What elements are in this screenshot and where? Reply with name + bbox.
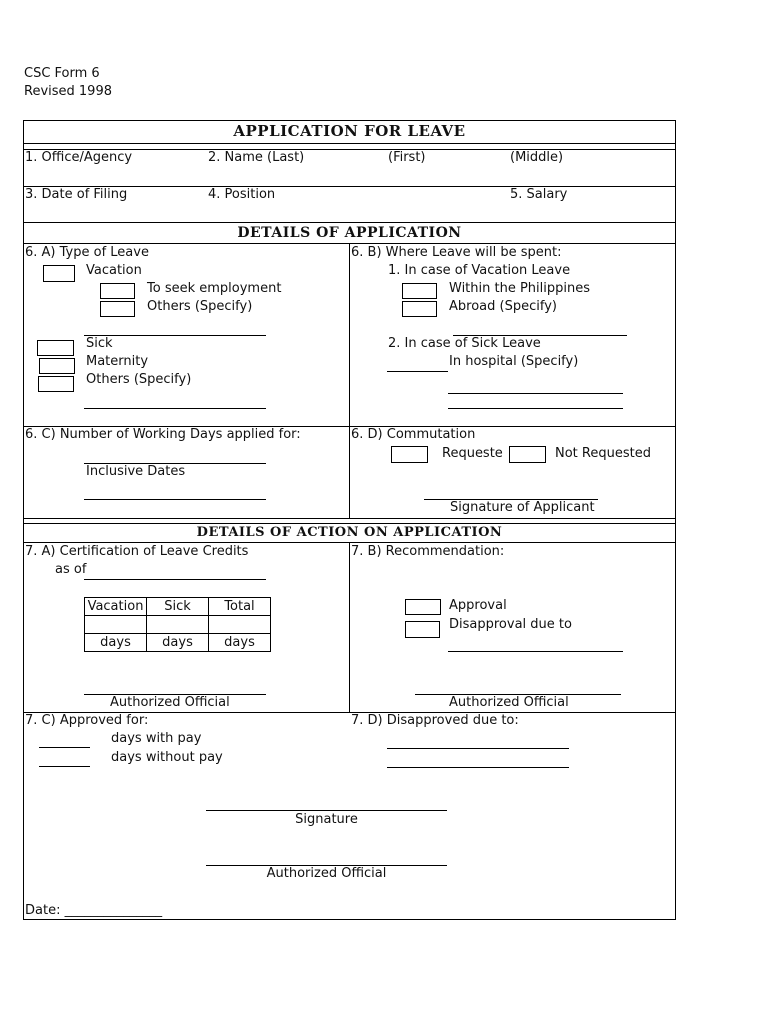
table-row [85, 616, 271, 634]
approved-for-heading: 7. C) Approved for: [25, 713, 149, 728]
disapproved-line-1[interactable] [387, 748, 569, 749]
date-label: Date: _______________ [25, 903, 163, 918]
total-unit-cell: days [209, 634, 271, 652]
form-number: CSC Form 6 [24, 66, 100, 81]
others-leave-checkbox[interactable] [38, 376, 74, 392]
cert-authorized-official-label: Authorized Official [110, 695, 230, 710]
others-leave-line[interactable] [84, 408, 266, 409]
requested-checkbox[interactable] [391, 446, 428, 463]
position-label: 4. Position [208, 187, 276, 202]
vacation-unit-cell: days [85, 634, 147, 652]
hospital-line-1[interactable] [448, 393, 623, 394]
commutation-heading: 6. D) Commutation [351, 427, 476, 442]
table-header-total: Total [209, 598, 271, 616]
name-last-label: 2. Name (Last) [208, 150, 305, 165]
approval-checkbox[interactable] [405, 599, 441, 615]
leave-credits-table [84, 597, 271, 652]
table-row [85, 598, 271, 616]
column-divider [349, 542, 350, 712]
table-row [85, 634, 271, 652]
approval-label: Approval [449, 598, 507, 613]
column-divider [349, 243, 350, 426]
abroad-checkbox[interactable] [402, 301, 437, 317]
vacation-credit-cell[interactable] [85, 616, 147, 634]
name-first-label: (First) [388, 150, 426, 165]
inclusive-dates-line[interactable] [84, 499, 266, 500]
recommendation-heading: 7. B) Recommendation: [351, 544, 505, 559]
form-revision: Revised 1998 [24, 84, 112, 99]
column-divider [349, 426, 350, 518]
as-of-label: as of [55, 562, 87, 577]
inclusive-dates-label: Inclusive Dates [86, 464, 186, 479]
abroad-label: Abroad (Specify) [449, 299, 557, 314]
disapproval-checkbox[interactable] [405, 621, 440, 638]
days-with-pay-blank[interactable] [39, 747, 90, 748]
vacation-others-label: Others (Specify) [147, 299, 253, 314]
vacation-case-label: 1. In case of Vacation Leave [388, 263, 571, 278]
vacation-checkbox[interactable] [43, 265, 75, 282]
hospital-line-2[interactable] [448, 408, 623, 409]
office-agency-label: 1. Office/Agency [25, 150, 133, 165]
divider [23, 143, 676, 144]
vacation-label: Vacation [86, 263, 142, 278]
disapproval-label: Disapproval due to [449, 617, 572, 632]
signature-applicant-label: Signature of Applicant [450, 500, 595, 515]
sick-unit-cell: days [147, 634, 209, 652]
maternity-checkbox[interactable] [39, 358, 75, 374]
vacation-others-checkbox[interactable] [100, 301, 135, 317]
leave-type-heading: 6. A) Type of Leave [25, 245, 149, 260]
sick-checkbox[interactable] [37, 340, 74, 356]
days-with-pay-label: days with pay [111, 731, 202, 746]
action-title: DETAILS OF ACTION ON APPLICATION [196, 525, 503, 540]
divider [23, 222, 676, 223]
table-header-sick: Sick [147, 598, 209, 616]
disapproval-reason-line[interactable] [448, 651, 623, 652]
seek-employment-checkbox[interactable] [100, 283, 135, 299]
working-days-heading: 6. C) Number of Working Days applied for: [25, 427, 301, 442]
seek-employment-label: To seek employment [147, 281, 282, 296]
in-hospital-label: In hospital (Specify) [449, 354, 579, 369]
signature-label: Signature [295, 812, 358, 827]
total-credit-cell[interactable] [209, 616, 271, 634]
sick-credit-cell[interactable] [147, 616, 209, 634]
where-spent-heading: 6. B) Where Leave will be spent: [351, 245, 562, 260]
final-authorized-official-label: Authorized Official [266, 866, 387, 881]
sick-label: Sick [86, 336, 113, 351]
not-requested-label: Not Requested [555, 446, 651, 461]
rec-authorized-official-label: Authorized Official [449, 695, 569, 710]
name-middle-label: (Middle) [510, 150, 564, 165]
details-title: DETAILS OF APPLICATION [237, 225, 462, 241]
date-filing-label: 3. Date of Filing [25, 187, 128, 202]
disapproved-heading: 7. D) Disapproved due to: [351, 713, 519, 728]
maternity-label: Maternity [86, 354, 149, 369]
certification-heading: 7. A) Certification of Leave Credits [25, 544, 249, 559]
as-of-line[interactable] [84, 579, 266, 580]
in-hospital-blank[interactable] [387, 371, 448, 372]
table-header-vacation: Vacation [85, 598, 147, 616]
within-philippines-label: Within the Philippines [449, 281, 591, 296]
disapproved-line-2[interactable] [387, 767, 569, 768]
others-leave-label: Others (Specify) [86, 372, 192, 387]
requested-label: Requeste [442, 446, 503, 461]
days-without-pay-label: days without pay [111, 750, 223, 765]
form-title: APPLICATION FOR LEAVE [233, 122, 466, 140]
divider [23, 518, 676, 519]
salary-label: 5. Salary [510, 187, 568, 202]
not-requested-checkbox[interactable] [509, 446, 546, 463]
days-without-pay-blank[interactable] [39, 766, 90, 767]
sick-case-label: 2. In case of Sick Leave [388, 336, 541, 351]
within-philippines-checkbox[interactable] [402, 283, 437, 299]
